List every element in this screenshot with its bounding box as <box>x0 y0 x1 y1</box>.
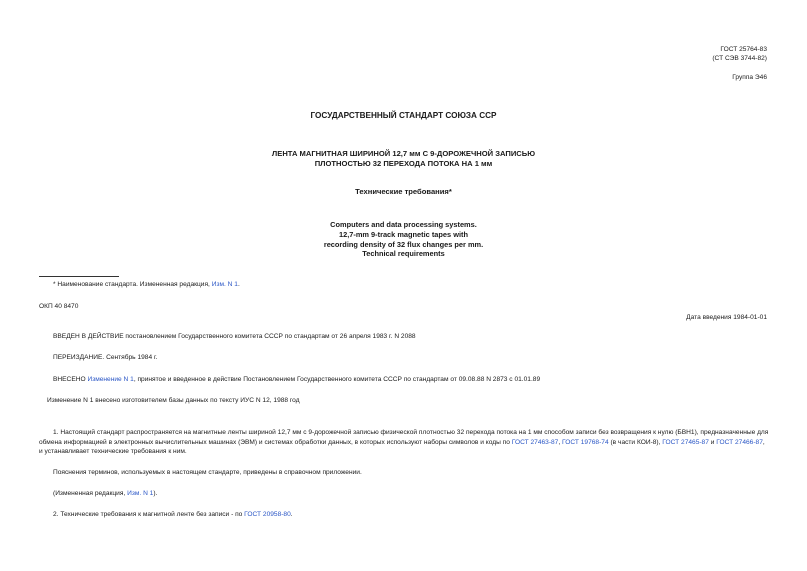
clause-1-separator: , <box>558 438 563 446</box>
document-subtitle: Технические требования* <box>355 187 452 196</box>
okp-code: ОКП 40 8470 <box>39 303 79 310</box>
document-header <box>567 46 767 83</box>
document-title <box>0 149 807 169</box>
state-standard-heading: ГОСУДАРСТВЕННЫЙ СТАНДАРТ СОЮЗА ССР <box>310 111 497 120</box>
english-title-line-2: 12,7-mm 9-track magnetic tapes with <box>339 229 468 239</box>
clause-2-text: 2. Технические требования к магнитной ленте без записи - по <box>53 511 245 518</box>
english-title-line-4: Technical requirements <box>362 249 445 259</box>
amended-note <box>53 490 157 499</box>
vvedeno-text: постановлением Государственного комитета СССР по стандартам от 26 апреля 1983 г. N 2088 <box>123 333 416 340</box>
english-title <box>0 220 807 259</box>
vneseno-text: , принятое и введенное в действие Постановлением Государственного комитета СССР по стандартам от 09.08.88 N 2873 с 01.01.89 <box>133 376 541 383</box>
clause-1-end: , и устанавливает технические требования к ним. <box>39 438 765 456</box>
terms-explanation: Пояснения терминов, используемых в настоящем стандарте, приведены в справочном приложении. <box>53 469 362 476</box>
amended-change-link[interactable]: Изм. N 1 <box>127 490 154 497</box>
clause-1 <box>39 428 769 457</box>
footnote-text: * Наименование стандарта. Измененная редакция, <box>53 281 212 288</box>
clause-2-end: . <box>290 511 293 518</box>
vneseno-paragraph <box>53 376 540 385</box>
gost-27463-link[interactable]: ГОСТ 27463-87 <box>511 438 559 446</box>
clause-1-and: и <box>708 438 717 446</box>
clause-1-text: 1. Настоящий стандарт распространяется на магнитные ленты шириной 12,7 мм с 9-дорожечной записью физической плотностью 32 перехода потока на 1 мм способом записи без возвращения к нулю (БВН1), предназначенные для обмена информацией в электронных вычислительных машинах (ЭВМ) и системах обработки данных, в которых используют наборы символов и коды по <box>39 429 769 446</box>
title-line-2: ПЛОТНОСТЬЮ 32 ПЕРЕХОДА ПОТОКА НА 1 мм <box>314 158 493 168</box>
footnote <box>53 281 240 290</box>
footnote-end: . <box>237 281 240 288</box>
title-line-1: ЛЕНТА МАГНИТНАЯ ШИРИНОЙ 12,7 мм С 9-ДОРОЖЕЧНОЙ ЗАПИСЬЮ <box>271 149 536 158</box>
english-title-line-3: recording density of 32 flux changes per mm. <box>323 239 484 249</box>
amended-note-end: ). <box>153 490 158 497</box>
clause-1-koi8-text: (в части КОИ-8), <box>608 438 663 446</box>
amended-note-text: (Измененная редакция, <box>53 490 128 497</box>
vvedeno-paragraph <box>53 333 416 342</box>
gost-20958-link[interactable]: ГОСТ 20958-80 <box>244 511 291 518</box>
gost-27466-link[interactable]: ГОСТ 27466-87 <box>716 438 763 446</box>
gost-19768-link[interactable]: ГОСТ 19768-74 <box>562 438 609 446</box>
change-1-link[interactable]: Изменение N 1 <box>87 376 134 383</box>
clause-2 <box>53 511 293 520</box>
gost-27465-link[interactable]: ГОСТ 27465-87 <box>662 438 709 446</box>
vvedeno-label: ВВЕДЕН В ДЕЙСТВИЕ <box>53 333 124 340</box>
group-code: Группа Э46 <box>732 73 767 81</box>
english-title-line-1: Computers and data processing systems. <box>330 220 477 229</box>
change-note: Изменение N 1 внесено изготовителем базы данных по тексту ИУС N 12, 1988 год <box>47 397 300 404</box>
st-sev-number: (СТ СЭВ 3744-82) <box>712 54 767 62</box>
gost-number: ГОСТ 25764-83 <box>720 46 767 53</box>
vneseno-label: ВНЕСЕНО <box>53 376 88 383</box>
footnote-change-link[interactable]: Изм. N 1 <box>211 281 238 288</box>
introduction-date: Дата введения 1984-01-01 <box>686 314 767 321</box>
footnote-divider <box>39 276 119 277</box>
reissue-note: ПЕРЕИЗДАНИЕ. Сентябрь 1984 г. <box>53 354 158 361</box>
